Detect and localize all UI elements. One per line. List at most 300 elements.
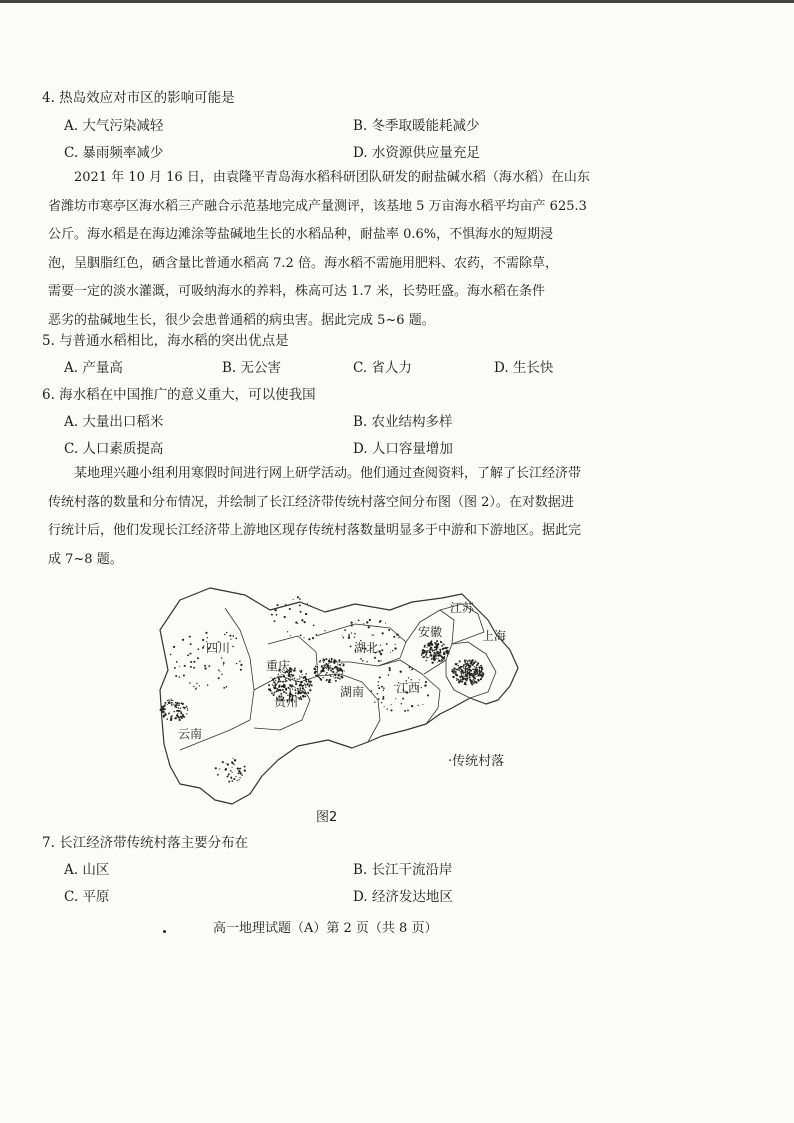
village-dot [288, 687, 289, 688]
village-dot [457, 679, 458, 680]
village-dot [301, 676, 302, 677]
village-dot [433, 649, 435, 651]
village-dot [274, 609, 276, 611]
village-dot [244, 766, 246, 768]
village-dot [239, 661, 241, 663]
village-dot [473, 662, 475, 664]
village-dot [429, 641, 431, 643]
village-dot [315, 666, 317, 668]
village-dot [233, 778, 235, 780]
q4-option-c: C. 暴雨频率减少 [64, 145, 164, 161]
village-dot [335, 680, 337, 682]
village-dot [304, 676, 306, 678]
village-dot [392, 650, 393, 651]
village-dot [270, 690, 272, 692]
village-dot [438, 655, 440, 657]
village-dot [302, 685, 304, 687]
passage1-line: 公斤。海水稻是在海边滩涂等盐碱地生长的水稻品种，耐盐率 0.6%，不惧海水的短期浸 [48, 227, 554, 242]
village-dot [334, 674, 336, 676]
village-dot [436, 644, 438, 646]
village-dot [229, 635, 231, 637]
village-dot [378, 698, 380, 700]
village-dot [274, 620, 276, 622]
village-dot [434, 652, 435, 653]
village-dot [301, 619, 303, 621]
village-dot [305, 693, 306, 694]
village-dot [395, 644, 396, 645]
village-dot [293, 599, 294, 600]
village-dot [171, 698, 172, 699]
village-dot [431, 659, 432, 660]
village-dot [198, 648, 200, 650]
village-dot [297, 623, 298, 624]
village-dot [305, 684, 307, 686]
village-dot [232, 767, 233, 768]
village-dot [274, 678, 276, 680]
village-dot [226, 632, 228, 634]
village-dot [458, 681, 460, 683]
figure-caption: 图2 [316, 810, 338, 825]
village-dot [445, 653, 446, 654]
village-dot [351, 633, 352, 634]
village-dot [439, 660, 440, 661]
village-dot [421, 687, 422, 688]
village-dot [466, 660, 467, 661]
village-dot [427, 694, 429, 696]
village-dot [173, 646, 175, 648]
passage1-line: 泡，呈胭脂红色，硒含量比普通水稻高 7.2 倍。海水稻不需施用肥料、农药，不需除草， [48, 255, 558, 271]
village-dot [372, 634, 373, 635]
village-dot [304, 695, 306, 697]
village-dot [277, 690, 279, 692]
village-dot [431, 662, 433, 664]
village-dot [278, 686, 280, 688]
village-dot [180, 711, 181, 712]
village-dot [317, 676, 319, 678]
village-dot [371, 690, 373, 692]
village-dot [443, 657, 445, 659]
village-dot [322, 666, 323, 667]
village-dot [330, 676, 332, 678]
village-dot [422, 704, 423, 705]
village-dot [443, 653, 445, 655]
village-dot [207, 637, 208, 638]
village-dot [360, 658, 362, 660]
q4-stem: 4. 热岛效应对市区的影响可能是 [42, 90, 235, 106]
village-dot [311, 684, 313, 686]
village-dot [290, 635, 291, 636]
village-dot [338, 659, 340, 661]
passage2-line: 某地理兴趣小组利用寒假时间进行网上研学活动。他们通过查阅资料，了解了长江经济带 [74, 466, 582, 481]
village-dot [467, 663, 468, 664]
village-dot [186, 713, 187, 714]
village-dot [422, 656, 424, 658]
village-dot [237, 767, 239, 769]
village-dot [183, 706, 185, 708]
village-dot [445, 647, 447, 649]
village-dot [475, 661, 477, 663]
top-scan-edge [0, 0, 794, 3]
village-dot [344, 629, 346, 631]
village-dot [451, 671, 452, 672]
village-dot [215, 767, 217, 769]
village-dot [193, 667, 195, 669]
village-dot [244, 769, 246, 771]
village-dot [289, 690, 290, 691]
village-dot [294, 687, 295, 688]
label-jiangxi: 江西 [396, 681, 421, 695]
village-dot [170, 654, 172, 656]
yangtze-economic-belt-map [150, 580, 530, 810]
village-dot [425, 681, 427, 683]
village-dot [180, 713, 182, 715]
village-dot [178, 719, 180, 721]
q5-stem: 5. 与普通水稻相比，海水稻的突出优点是 [42, 333, 289, 349]
passage2-line: 行统计后，他们发现长江经济带上游地区现存传统村落数量明显多于中游和下游地区。据此完 [48, 523, 582, 538]
village-dot [272, 678, 274, 680]
village-dot [164, 713, 166, 715]
village-dot [452, 676, 454, 678]
village-dot [478, 680, 480, 682]
village-dot [306, 680, 307, 681]
village-dot [332, 658, 333, 659]
village-dot [285, 681, 287, 683]
village-dot [437, 647, 438, 648]
village-dot [331, 670, 332, 671]
scan-speck [163, 930, 166, 933]
village-dot [239, 777, 240, 778]
village-dot [304, 621, 306, 623]
village-dot [289, 688, 291, 690]
village-dot [228, 781, 230, 783]
village-dot [338, 678, 339, 679]
village-dot [447, 650, 448, 651]
q7-stem: 7. 长江经济带传统村落主要分布在 [42, 835, 249, 851]
village-dot [314, 668, 315, 669]
village-dot [433, 659, 435, 661]
village-dot [426, 654, 427, 655]
village-dot [181, 717, 183, 719]
village-dot [208, 665, 210, 667]
q7-option-c: C. 平原 [64, 889, 110, 905]
village-dot [443, 644, 445, 646]
village-dot [333, 676, 334, 677]
village-dot [464, 659, 466, 661]
belt-boundary [160, 588, 518, 804]
village-dot [291, 668, 293, 670]
village-dot [189, 682, 191, 684]
village-dot [443, 651, 444, 652]
village-dot [278, 678, 280, 680]
village-dot [424, 684, 426, 686]
village-dot [452, 669, 454, 671]
village-dot [232, 772, 233, 773]
village-dot [182, 639, 184, 641]
village-dot [187, 654, 189, 656]
label-hunan: 湖南 [340, 685, 365, 699]
village-dot [440, 641, 442, 643]
village-dot [437, 662, 438, 663]
village-dot [234, 760, 236, 762]
village-dot [293, 669, 295, 671]
village-dot [475, 681, 477, 683]
village-dot [292, 678, 293, 679]
village-dot [223, 662, 225, 664]
q5-option-d: D. 生长快 [494, 360, 554, 376]
village-dot [171, 704, 173, 706]
village-dot [298, 691, 300, 693]
village-dot [342, 636, 343, 637]
village-dot [290, 684, 291, 685]
village-dot [456, 678, 457, 679]
village-dot [179, 676, 181, 678]
village-dot [284, 616, 286, 618]
village-dot [390, 709, 392, 711]
village-dot [428, 645, 430, 647]
village-dot [418, 705, 419, 706]
village-dot [383, 696, 385, 698]
q5-option-b: B. 无公害 [222, 360, 282, 376]
village-dot [326, 672, 328, 674]
village-dot [302, 688, 304, 690]
village-dot [277, 683, 278, 684]
village-dot [325, 663, 327, 665]
village-dot [378, 681, 380, 683]
village-dot [305, 678, 307, 680]
village-dot [297, 679, 298, 680]
village-dot [348, 634, 350, 636]
village-dot [328, 675, 329, 676]
village-dot [302, 677, 304, 679]
village-dot [328, 660, 330, 662]
village-dot [174, 717, 176, 719]
village-dot [179, 710, 181, 712]
village-dot [380, 644, 381, 645]
village-dot [232, 646, 234, 648]
village-dot [427, 657, 428, 658]
village-dot [426, 660, 428, 662]
village-dot [224, 634, 226, 636]
village-dot [436, 642, 437, 643]
village-dot [427, 642, 429, 644]
village-dot [301, 690, 302, 691]
village-dot [285, 604, 286, 605]
village-dot [307, 683, 308, 684]
village-dot [350, 621, 352, 623]
village-dot [178, 703, 180, 705]
q4-option-d: D. 水资源供应量充足 [353, 145, 480, 161]
village-dot [412, 668, 413, 669]
village-dot [314, 669, 315, 670]
village-dot [184, 707, 186, 709]
village-dot [340, 668, 341, 669]
village-dot [299, 598, 301, 600]
village-dot [342, 664, 344, 666]
village-dot [295, 682, 296, 683]
village-dot [287, 631, 288, 632]
village-dot [168, 702, 170, 704]
village-dot [281, 674, 282, 675]
village-dot [187, 710, 188, 711]
village-dot [291, 685, 293, 687]
village-dot [235, 776, 236, 777]
village-dot [377, 693, 379, 695]
village-dot [240, 773, 242, 775]
label-chongqing: 重庆 [266, 659, 291, 673]
village-dot [271, 614, 273, 616]
village-dot [189, 636, 191, 638]
village-dot [232, 763, 234, 765]
village-dot [167, 700, 168, 701]
village-dot [378, 687, 380, 689]
village-dot [374, 657, 376, 659]
village-dot [226, 763, 227, 764]
village-dot [298, 689, 299, 690]
village-dot [440, 661, 442, 663]
village-dot [225, 768, 227, 770]
village-dot [228, 773, 230, 775]
village-dot [295, 667, 296, 668]
village-dot [161, 706, 162, 707]
village-dot [441, 645, 443, 647]
village-dot [407, 710, 409, 712]
village-dot [167, 704, 168, 705]
village-dot [307, 603, 308, 604]
village-dot [180, 708, 181, 709]
village-dot [279, 677, 280, 678]
label-hubei: 湖北 [354, 641, 379, 655]
village-dot [181, 702, 183, 704]
village-dot [230, 770, 232, 772]
village-dot [305, 681, 306, 682]
village-dot [230, 777, 232, 779]
village-dot [324, 630, 325, 631]
village-dot [195, 689, 196, 690]
village-dot [162, 709, 164, 711]
village-dot [475, 660, 476, 661]
village-dot [409, 666, 411, 668]
page-footer: 高一地理试题（A）第 2 页（共 8 页） [213, 921, 438, 936]
village-dot [223, 687, 225, 689]
village-dot [456, 674, 458, 676]
village-dot [233, 758, 234, 759]
village-dot [338, 674, 340, 676]
village-dot [326, 668, 327, 669]
village-dot [280, 690, 282, 692]
village-dot [426, 651, 427, 652]
village-dot [310, 681, 311, 682]
village-dot [170, 702, 172, 704]
village-dot [227, 763, 229, 765]
village-dot [429, 651, 431, 653]
village-dot [329, 665, 330, 666]
village-dot [459, 660, 461, 662]
village-dot [330, 661, 332, 663]
village-dot [316, 666, 318, 668]
village-dot [299, 676, 300, 677]
village-dot [272, 684, 273, 685]
village-dot [175, 704, 177, 706]
village-dot [280, 681, 282, 683]
village-dot [351, 624, 353, 626]
village-dot [381, 702, 382, 703]
village-dot [389, 667, 391, 669]
village-dot [322, 660, 323, 661]
village-dot [290, 676, 291, 677]
village-dot [368, 626, 370, 628]
village-dot [380, 620, 382, 622]
village-dot [223, 664, 224, 665]
village-dot [350, 645, 352, 647]
village-dot [342, 672, 343, 673]
village-dot [290, 680, 292, 682]
village-dot [238, 773, 240, 775]
village-dot [461, 681, 463, 683]
village-dot [177, 713, 178, 714]
village-dot [218, 677, 220, 679]
village-dot [366, 661, 367, 662]
label-jiangsu: 江苏 [450, 601, 475, 615]
village-dot [273, 681, 275, 683]
village-dot [474, 681, 475, 682]
village-dot [280, 676, 281, 677]
village-dot [388, 674, 390, 676]
village-dot [275, 686, 277, 688]
village-dot [307, 685, 308, 686]
village-dot [189, 653, 191, 655]
village-dot [328, 669, 329, 670]
passage1-line: 恶劣的盐碱地生长，很少会患普通稻的病虫害。据此完成 5~6 题。 [48, 312, 435, 328]
village-dot [292, 684, 293, 685]
q7-option-b: B. 长江干流沿岸 [353, 862, 453, 878]
q6-option-c: C. 人口素质提高 [64, 441, 164, 457]
village-dot [193, 661, 195, 663]
village-dot [227, 776, 229, 778]
village-dot [378, 650, 380, 652]
village-dot [438, 658, 439, 659]
village-dot [331, 668, 332, 669]
village-dot [348, 637, 350, 639]
village-dot [439, 649, 441, 651]
village-dot [426, 647, 427, 648]
village-dot [379, 676, 381, 678]
village-dot [444, 656, 445, 657]
village-dot [437, 640, 438, 641]
village-dot [328, 667, 330, 669]
village-dot [240, 768, 241, 769]
village-dot [190, 643, 192, 645]
village-dot [429, 655, 430, 656]
village-dot [369, 619, 371, 621]
village-dot [273, 685, 274, 686]
map-outline [160, 588, 518, 804]
village-dot [174, 667, 176, 669]
village-dot [427, 650, 429, 652]
village-dot [411, 705, 413, 707]
village-dot [314, 672, 316, 674]
village-dot [344, 671, 345, 672]
village-dot [447, 647, 449, 649]
village-dot [290, 674, 291, 675]
village-dot [287, 675, 288, 676]
village-dot [329, 674, 331, 676]
village-dot [312, 637, 314, 639]
village-dot [300, 671, 302, 673]
village-dot [432, 650, 434, 652]
village-dot [297, 693, 298, 694]
village-dot [385, 623, 386, 624]
village-dot [297, 596, 299, 598]
